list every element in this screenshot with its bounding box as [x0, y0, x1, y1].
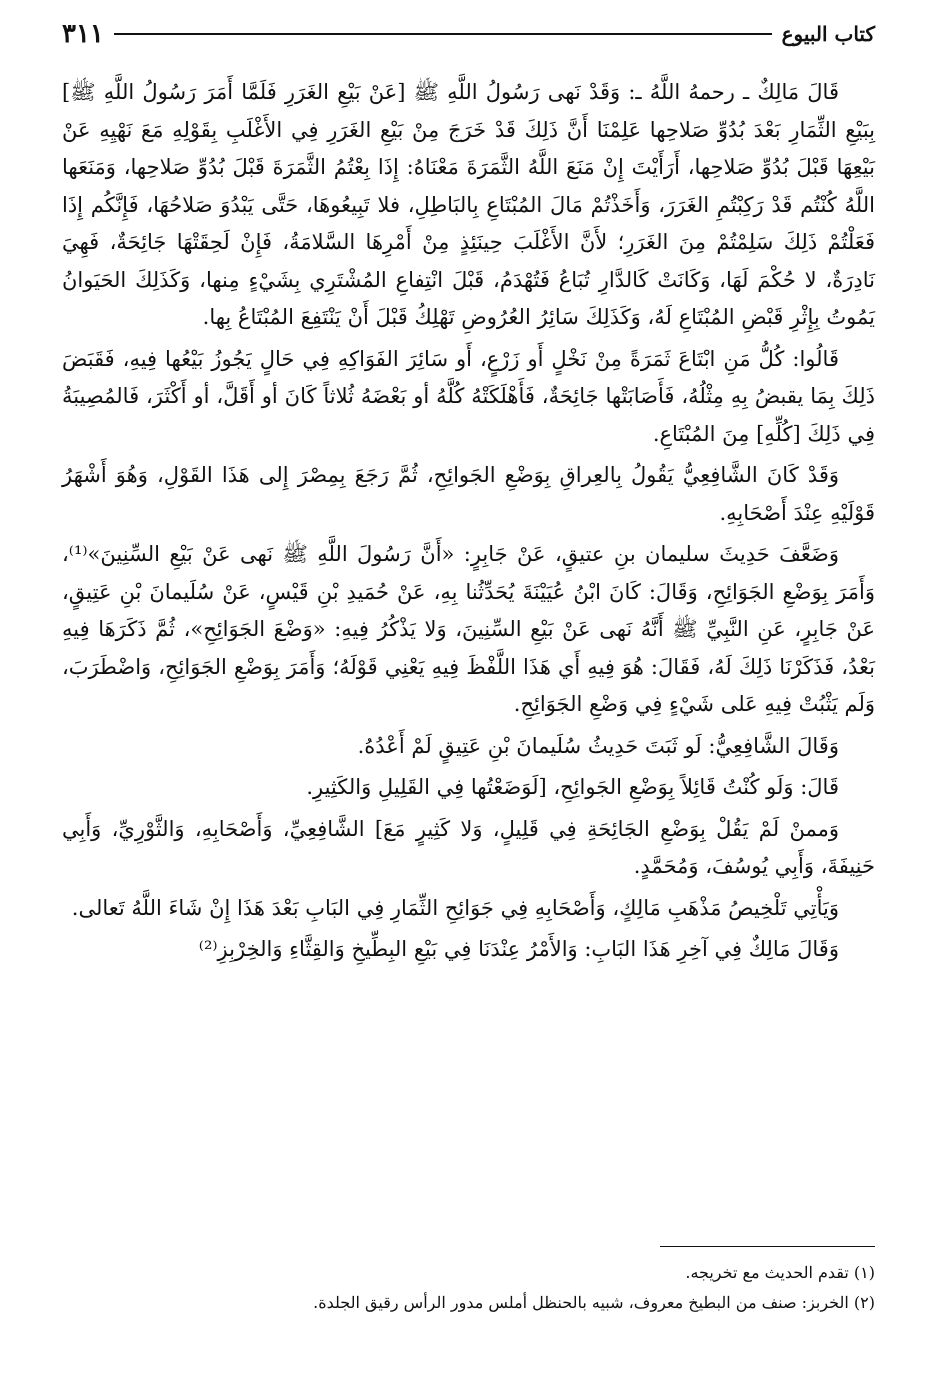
- running-title: كتاب البيوع: [781, 22, 875, 46]
- paragraph: وَقَدْ كَانَ الشَّافِعِيُّ يَقُولُ بِالعِراقِ بِوَضْعِ الجَوائِحِ، ثُمَّ رَجَعَ بِمِصْرَ إِلى هَذَا القَوْلِ، وَهُوَ أَشْهَرُ قَوْلَيْهِ عِنْدَ أَصْحَابِهِ.: [62, 463, 875, 525]
- footnotes: [62, 1258, 875, 1318]
- paragraph: قَالَ مَالِكٌ ـ رحمهُ اللَّهُ ـ: وَقَدْ نَهى رَسُولُ اللَّهِ ﷺ [عَنْ بَيْعِ الغَرَرِ فَلَمَّا أَمَرَ رَسُولُ اللَّهِ ﷺ] بِبَيْعِ الثِّمَارِ بَعْدَ بُدُوِّ صَلاحِها عَلِمْنَا أَنَّ ذَلِكَ قَدْ خَرَجَ مِنْ بَيْعِ الغَرَرِ فِي الأَغْلَبِ بِقَوْلِهِ مَعَ نَهْيِهِ عَنْ بَيْعِهَا قَبْلَ بُدُوِّ صَلاحِها، أَرَأَيْتَ إِنْ مَنَعَ اللَّهُ الثَّمَرَةَ مَعْنَاهُ: إِذَا بِعْتُمُ الثَّمَرَةَ قَبْلَ بُدُوِّ صَلاحِها، وَمَنَعَها اللَّهُ كُنْتُم قَدْ رَكِبْتُمِ الغَرَرَ، وَأَخَذْتُمْ مَالَ المُبْتَاعِ بِالبَاطِلِ، فلا تَبِيعُوهَا، حَتَّى يَبْدُوَ صَلاحُهَا، فَإِنَّكُم إِذَا فَعَلْتُمْ ذَلِكَ سَلِمْتُمْ مِنَ الغَرَرِ؛ لأَنَّ الأَغْلَبَ حِينَئِذٍ مِنْ أَمْرِهَا السَّلامَةُ، فَإِنْ لَحِقَتْهَا جَائِحَةٌ، فَهِيَ نَادِرَةٌ، لا حُكْمَ لَهَا، وَكَانَتْ كَالدَّارِ تُبَاعُ فَتُهْدَمُ، قَبْلَ انْتِفاعِ المُشْتَرِي بِشَيْءٍ مِنها، وَكَذَلِكَ الحَيَوانُ يَمُوتُ بِإِثْرِ قَبْضِ المُبْتَاعِ لَهُ، وَكَذَلِكَ سَائِرُ العُرُوضِ تَهْلِكُ قَبْلَ أَنْ يَنْتَفِعَ المُبْتَاعُ بِها.: [62, 80, 875, 329]
- footnote: (١) تقدم الحديث مع تخريجه.: [685, 1263, 875, 1282]
- paragraph: وَيَأْتِي تَلْخِيصُ مَذْهَبِ مَالِكٍ، وَأَصْحَابِهِ فِي جَوَائِحِ الثِّمَارِ فِي البَابِ بَعْدَ هَذَا إِنْ شَاءَ اللَّهُ تَعالى.: [71, 895, 839, 920]
- paragraph: وَممنْ لَمْ يَقُلْ بِوَضْعِ الجَائِحَةِ فِي قَلِيلٍ، وَلا كَثِيرٍ مَعَ] الشَّافِعِيِّ، وَأَصْحَابِهِ، وَالثَّوْرِيِّ، وَأَبِي حَنِيفَةَ، وَأَبِي يُوسُفَ، وَمُحَمَّدٍ.: [62, 816, 875, 878]
- main-text: [62, 74, 875, 973]
- footnote: (٢) الخربز: صنف من البطيخ معروف، شبيه بالحنظل أملس مدور الرأس رقيق الجلدة.: [313, 1293, 875, 1312]
- page-number: ٣١١: [62, 19, 104, 49]
- paragraph: وَقَالَ الشَّافِعِيُّ: لَو ثَبَتَ حَدِيثُ سُلَيمانَ بْنِ عَتِيقٍ لَمْ أَعْدُهُ.: [357, 733, 839, 758]
- paragraph: قَالُوا: كُلُّ مَنِ ابْتَاعَ ثَمَرَةً مِنْ نَخْلٍ أَو زَرْعٍ، أَو سَائِرَ الفَوَاكِهِ فِي حَالٍ يَجُوزُ بَيْعُها فِيهِ، فَقَبَضَ ذَلِكَ بِمَا يقبضُ بِهِ مِثْلُهُ، فَأَصَابَتْها جَائِحَةٌ، فَأَهْلَكَتْهُ كُلَّهُ أو بَعْضَهُ ثُلاثاً كَانَ أو أَقَلَّ، أو أَكْثَرَ، فَالمُصِيبَةُ فِي ذَلِكَ [كُلِّهِ] مِنَ المُبْتَاعِ.: [62, 346, 875, 446]
- page-header: [62, 16, 875, 52]
- footnote-separator: [660, 1246, 875, 1247]
- header-rule: [114, 33, 772, 35]
- paragraph: وَقَالَ مَالِكٌ فِي آخِرِ هَذَا البَابِ: وَالأَمْرُ عِنْدَنَا فِي بَيْعِ البِطِّيخِ وَالقِثَّاءِ وَالخِرْبِزِ⁽²⁾: [198, 937, 839, 961]
- paragraph: وَضَعَّفَ حَدِيثَ سليمان بنِ عتيقٍ، عَنْ جَابِرٍ: «أَنَّ رَسُولَ اللَّهِ ﷺ نَهى عَنْ بَيْعِ السِّنِينَ»⁽¹⁾، وَأَمَرَ بِوَضْعِ الجَوَائِحِ، وَقَالَ: كَانَ ابْنُ عُيَيْنَةَ يُحَدِّثُنا بِهِ، عَنْ حُمَيدِ بْنِ قَيْسٍ، عَنْ سُلَيمانَ بْنِ عَتِيقٍ، عَنْ جَابِرٍ، عَنِ النَّبِيِّ ﷺ أَنَّهُ نَهى عَنْ بَيْعِ السِّنِينَ، وَلا يَذْكُرُ فِيهِ: «وَضْعَ الجَوَائِحِ»، ثُمَّ ذَكَرَهَا فِيهِ بَعْدُ، فَذَكَرْنَا ذَلِكَ لَهُ، فَقَالَ: هُوَ فِيهِ أَي هَذَا اللَّفْظَ فِيهِ يَعْنِي قَوْلَهُ؛ وَأَمَرَ بِوَضْعِ الجَوَائِحِ، وَاضْطَرَبَ، وَلَم يَثْبُتْ فِيهِ عَلى شَيْءٍ فِي وَضْعِ الجَوَائِحِ.: [62, 542, 875, 716]
- paragraph: قَالَ: وَلَو كُنْتُ قَائِلاً بِوَضْعِ الجَوائِحِ، [لَوَضَعْتُها فِي القَلِيلِ وَالكَثِيرِ.: [306, 775, 839, 799]
